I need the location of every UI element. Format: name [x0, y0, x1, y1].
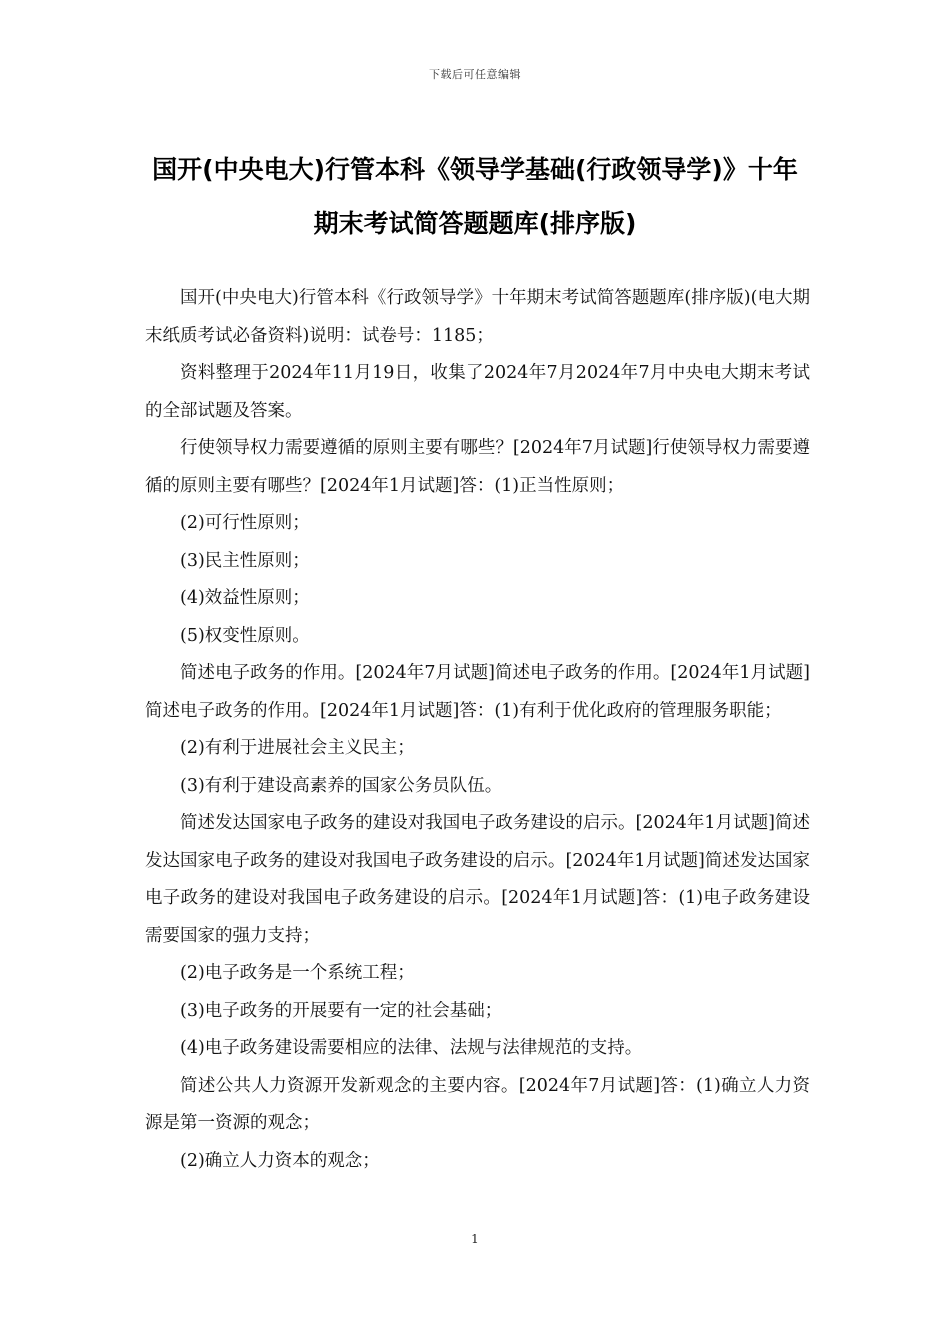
paragraph: (2)确立人力资本的观念； [180, 1150, 380, 1171]
document-title: 国开(中央电大)行管本科《领导学基础(行政领导学)》十年期末考试简答题题库(排序版) [152, 155, 798, 238]
paragraph: (5)权变性原则。 [180, 625, 310, 646]
paragraph: 行使领导权力需要遵循的原则主要有哪些？[2024年7月试题]行使领导权力需要遵循的原则主要有哪些？[2024年1月试题]答：(1)正当性原则； [145, 438, 810, 496]
paragraph: 简述公共人力资源开发新观念的主要内容。[2024年7月试题]答：(1)确立人力资源是第一资源的观念； [145, 1075, 810, 1133]
paragraph: 简述发达国家电子政务的建设对我国电子政务建设的启示。[2024年1月试题]简述发达国家电子政务的建设对我国电子政务建设的启示。[2024年1月试题]简述发达国家电子政务的建设对我国电子政务建设的启示。[2024年1月试题]答：(1)电子政务建设需要国家的强力支持； [145, 813, 810, 946]
paragraph: (3)电子政务的开展要有一定的社会基础； [180, 1000, 503, 1021]
paragraph: (2)电子政务是一个系统工程； [180, 963, 415, 983]
paragraph: 简述电子政务的作用。[2024年7月试题]简述电子政务的作用。[2024年1月试题]简述电子政务的作用。[2024年1月试题]答：(1)有利于优化政府的管理服务职能； [145, 663, 810, 721]
paragraph: (4)电子政务建设需要相应的法律、法规与法律规范的支持。 [180, 1038, 643, 1058]
page-number: 1 [471, 1232, 479, 1246]
document-body [145, 280, 810, 1180]
paragraph: (2)可行性原则； [180, 513, 310, 533]
paragraph: (4)效益性原则； [180, 588, 310, 608]
paragraph: (3)民主性原则； [180, 550, 310, 571]
paragraph: (3)有利于建设高素养的国家公务员队伍。 [180, 775, 503, 796]
paragraph: 资料整理于2024年11月19日，收集了2024年7月2024年7月中央电大期末考试的全部试题及答案。 [145, 363, 810, 421]
paragraph: 国开(中央电大)行管本科《行政领导学》十年期末考试简答题题库(排序版)(电大期末纸质考试必备资料)说明：试卷号：1185； [145, 288, 810, 346]
paragraph: (2)有利于进展社会主义民主； [180, 738, 415, 758]
header-note: 下载后可任意编辑 [429, 68, 521, 81]
